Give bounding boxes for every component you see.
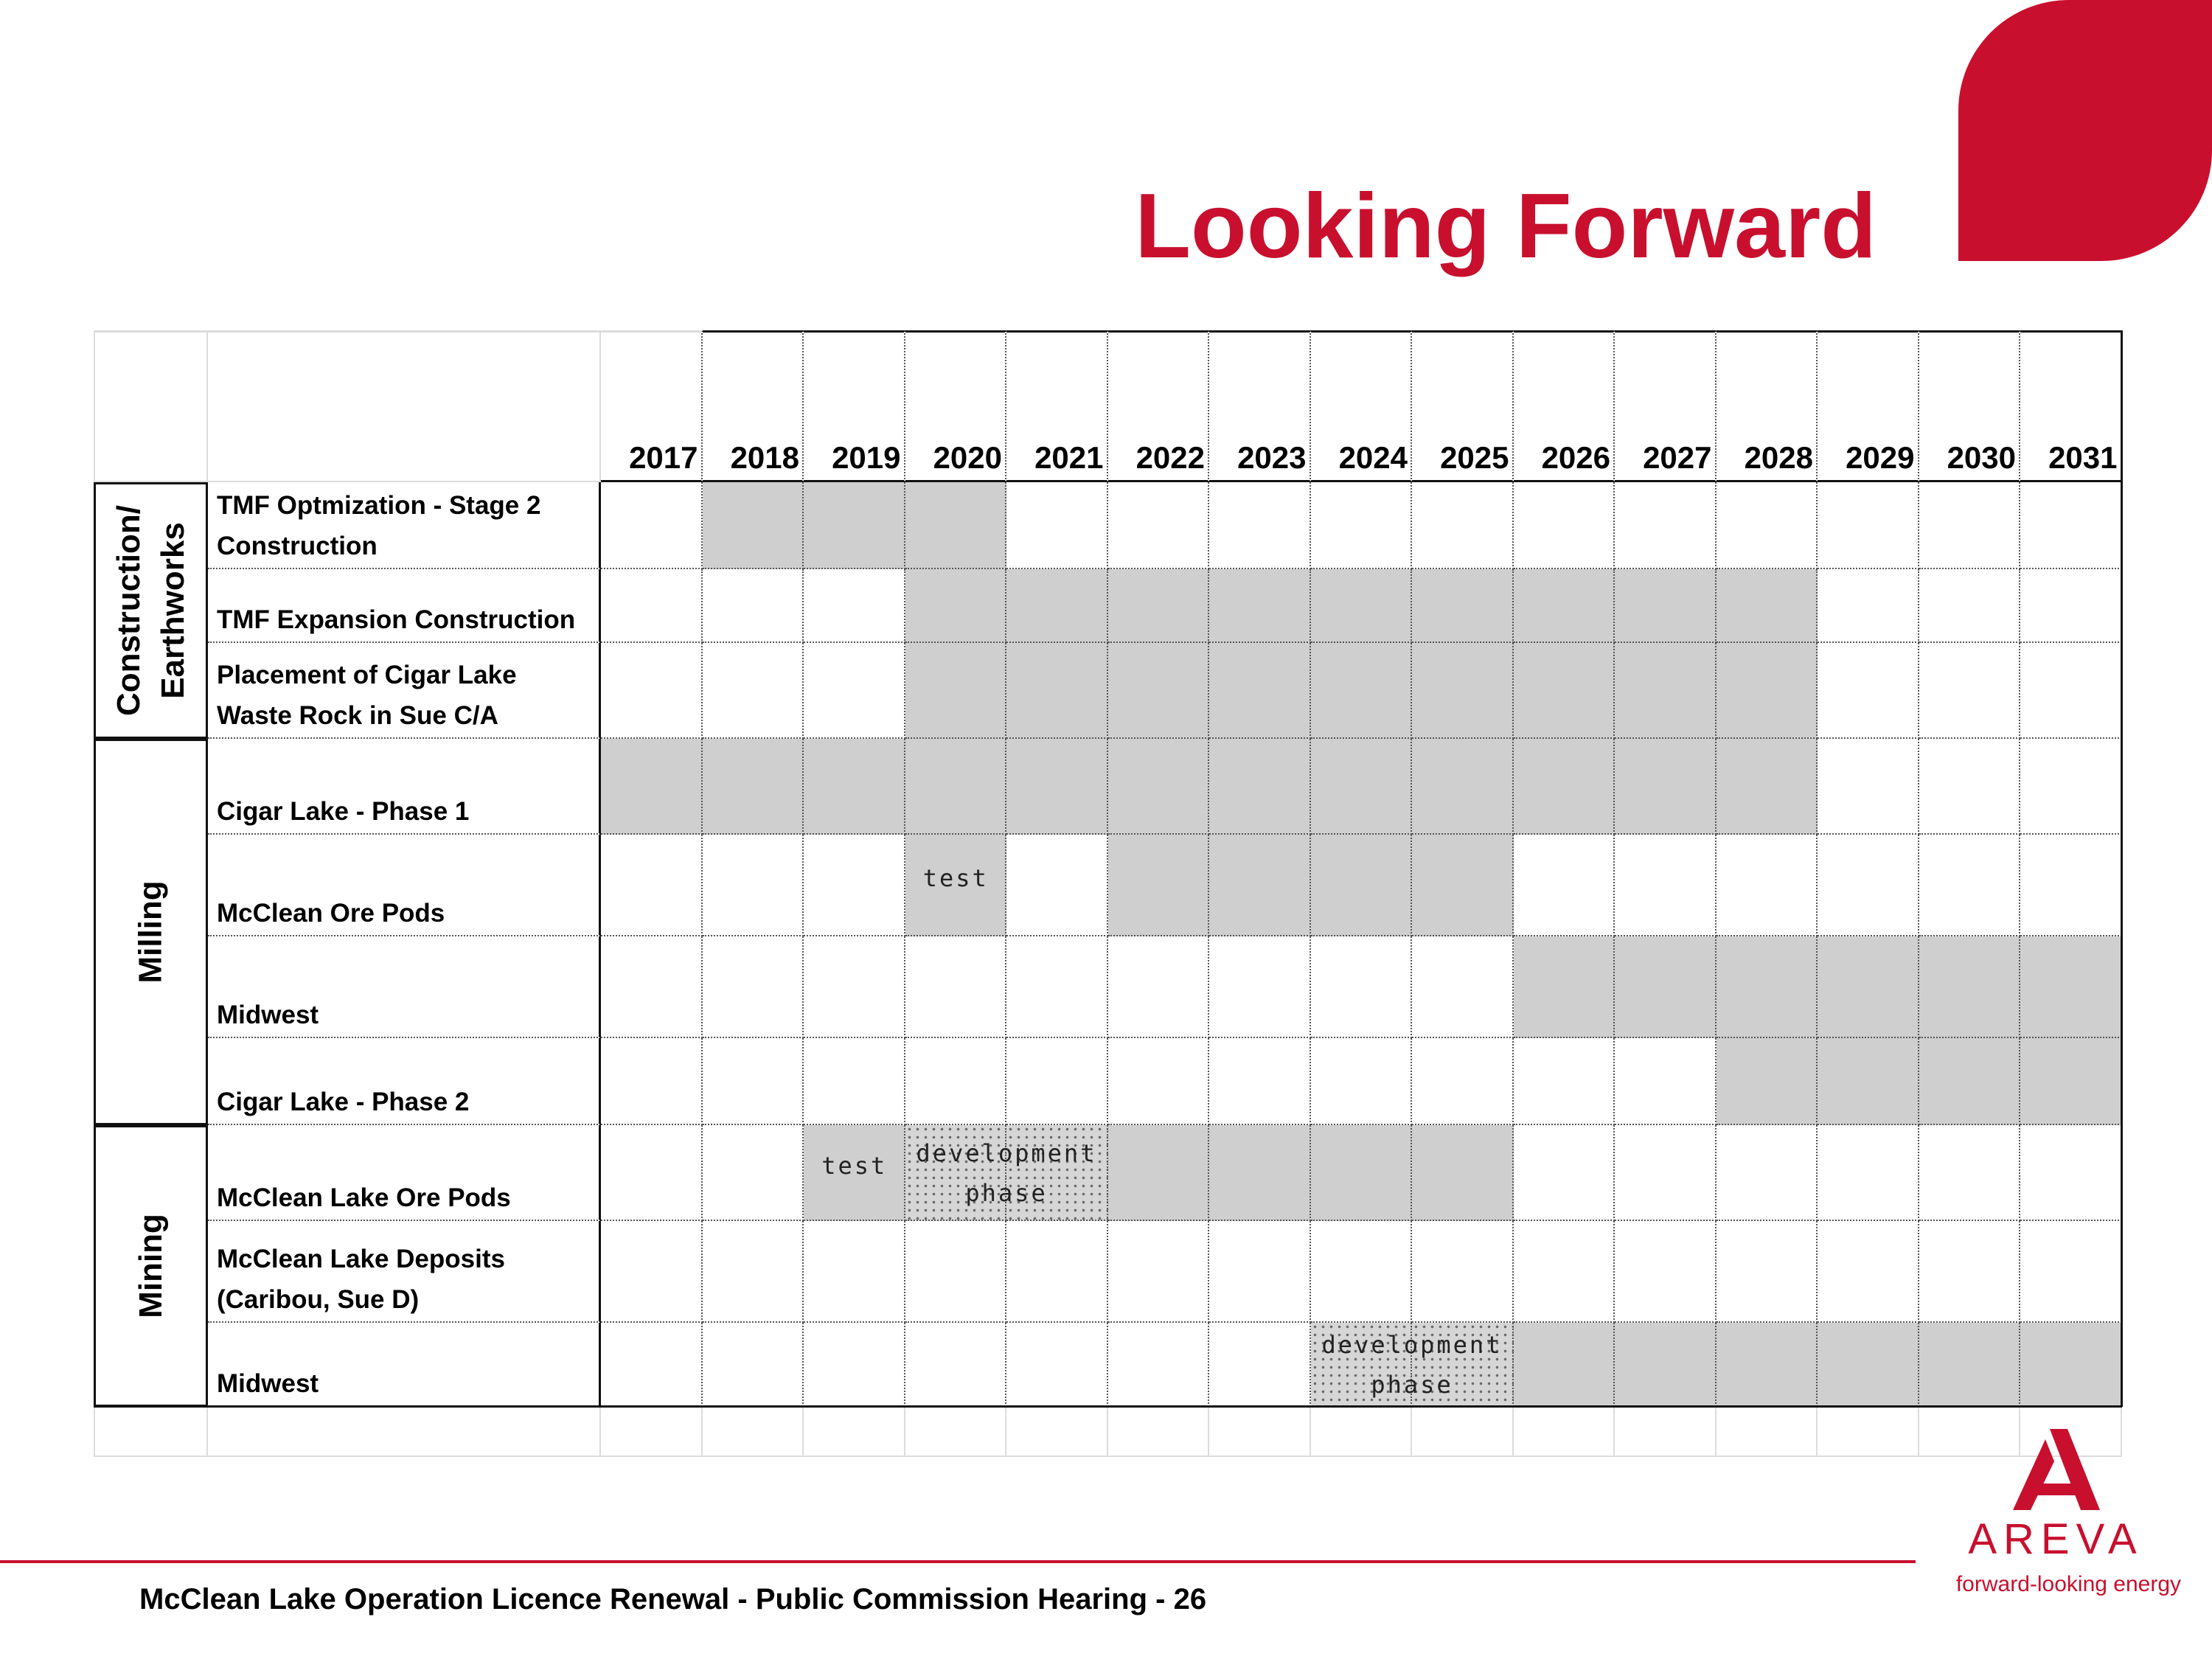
year-label: 2026 [1541, 440, 1610, 475]
row-label [208, 739, 601, 835]
schedule-cell [1615, 569, 1717, 643]
schedule-cell [1514, 1125, 1615, 1221]
year-label: 2024 [1338, 440, 1408, 475]
schedule-cell [1412, 936, 1514, 1038]
schedule-cell [1919, 739, 2021, 835]
row-label-text: McClean Lake Ore Pods [217, 1183, 511, 1212]
row-label-text: McClean Lake Deposits (Caribou, Sue D) [217, 1245, 505, 1314]
schedule-cell [1717, 1323, 1818, 1407]
schedule-cell [804, 835, 905, 936]
schedule-cell [1615, 936, 1717, 1038]
schedule-cell [703, 1038, 804, 1125]
schedule-cell [1006, 739, 1108, 835]
schedule-cell [1514, 482, 1615, 569]
corner-accent [1958, 0, 2212, 261]
schedule-cell [1108, 936, 1210, 1038]
schedule-cell [1615, 482, 1717, 569]
trailing-empty-cell [1818, 1408, 1919, 1457]
schedule-cell [2020, 1038, 2122, 1125]
schedule-cell [804, 569, 905, 643]
page-title: Looking Forward [1135, 175, 1877, 277]
schedule-cell [1311, 643, 1413, 739]
areva-tagline: forward-looking energy [1955, 1572, 2181, 1596]
schedule-cell [905, 936, 1007, 1038]
header-label-cell [208, 330, 601, 482]
row-label [208, 936, 601, 1038]
schedule-cell [1514, 643, 1615, 739]
schedule-cell [703, 1221, 804, 1323]
schedule-cell [1717, 1221, 1818, 1323]
footer-text: McClean Lake Operation Licence Renewal - Public Commission Hearing - 26 [139, 1583, 1207, 1615]
year-label: 2017 [629, 440, 698, 475]
schedule-cell [1209, 569, 1311, 643]
schedule-cell [1209, 1323, 1311, 1407]
schedule-cell [905, 569, 1007, 643]
schedule-cell [1108, 1125, 1210, 1221]
schedule-cell [1514, 1323, 1615, 1407]
areva-logo-icon [2004, 1429, 2100, 1510]
schedule-cell [2020, 1125, 2122, 1221]
bar-annotation: test [922, 864, 989, 892]
schedule-cell [804, 1038, 905, 1125]
schedule-cell [601, 569, 703, 643]
schedule-cell [703, 1323, 804, 1407]
group-label [94, 482, 208, 739]
schedule-cell [2020, 643, 2122, 739]
schedule-cell [1108, 835, 1210, 936]
schedule-cell [601, 643, 703, 739]
schedule-cell [1717, 1125, 1818, 1221]
row-label-text: Midwest [217, 1369, 319, 1398]
schedule-cell [1209, 1125, 1311, 1221]
trailing-empty-cell [1311, 1408, 1413, 1457]
schedule-chart [94, 330, 2120, 1456]
schedule-cell [1919, 569, 2021, 643]
year-label: 2023 [1237, 440, 1307, 475]
schedule-cell [1108, 1221, 1210, 1323]
schedule-cell [1108, 482, 1210, 569]
schedule-cell [1006, 835, 1108, 936]
year-label: 2030 [1947, 440, 2016, 475]
schedule-cell [1311, 936, 1413, 1038]
schedule-cell [2020, 1323, 2122, 1407]
schedule-cell [703, 1125, 804, 1221]
schedule-cell [804, 643, 905, 739]
schedule-cell [1412, 739, 1514, 835]
year-label: 2018 [730, 440, 799, 475]
schedule-cell [905, 643, 1007, 739]
bar-annotation: test [821, 1152, 888, 1180]
schedule-cell [905, 1221, 1007, 1323]
row-label [208, 1221, 601, 1323]
row-label [208, 643, 601, 739]
schedule-cell [2020, 835, 2122, 936]
schedule-cell [1615, 1323, 1717, 1407]
schedule-cell [1412, 1125, 1514, 1221]
schedule-cell [1311, 569, 1413, 643]
schedule-cell [1209, 1038, 1311, 1125]
row-label [208, 835, 601, 936]
schedule-cell [1209, 482, 1311, 569]
bar-annotation: development phase [1321, 1331, 1503, 1399]
row-label-text: McClean Ore Pods [217, 899, 445, 928]
trailing-empty-cell [1615, 1408, 1717, 1457]
schedule-cell [1006, 936, 1108, 1038]
schedule-cell [1514, 1221, 1615, 1323]
year-label: 2022 [1135, 440, 1205, 475]
row-label [208, 1038, 601, 1125]
trailing-empty-cell [1108, 1408, 1210, 1457]
schedule-cell [2020, 739, 2122, 835]
schedule-cell [905, 739, 1007, 835]
schedule-cell [1818, 835, 1919, 936]
schedule-cell [1919, 1323, 2021, 1407]
schedule-cell [1818, 1323, 1919, 1407]
row-label-text: Cigar Lake - Phase 1 [217, 797, 470, 826]
schedule-cell [1412, 569, 1514, 643]
schedule-cell [601, 739, 703, 835]
schedule-cell [601, 936, 703, 1038]
row-label [208, 1125, 601, 1221]
schedule-cell [1615, 1038, 1717, 1125]
schedule-cell [1209, 739, 1311, 835]
schedule-cell [1919, 835, 2021, 936]
schedule-cell [1209, 835, 1311, 936]
year-label: 2025 [1440, 440, 1509, 475]
schedule-cell [1919, 643, 2021, 739]
schedule-cell [1919, 1125, 2021, 1221]
schedule-cell [1717, 739, 1818, 835]
year-label: 2031 [2048, 440, 2118, 475]
row-label-text: TMF Expansion Construction [217, 605, 576, 634]
row-label [208, 1323, 601, 1407]
chart-right-border [2121, 330, 2123, 1407]
schedule-cell [601, 1323, 703, 1407]
schedule-cell [1209, 936, 1311, 1038]
group-label-text: Construction/ Earthworks [110, 505, 191, 716]
schedule-cell [601, 1125, 703, 1221]
schedule-cell [1514, 1038, 1615, 1125]
schedule-cell [703, 739, 804, 835]
schedule-cell [1919, 1038, 2021, 1125]
schedule-cell [1818, 739, 1919, 835]
row-label-text: Placement of Cigar Lake Waste Rock in Sue C/A [217, 661, 517, 730]
schedule-cell [2020, 1221, 2122, 1323]
schedule-cell [1717, 482, 1818, 569]
year-label: 2027 [1643, 440, 1712, 475]
schedule-cell [804, 1221, 905, 1323]
schedule-cell [1108, 1323, 1210, 1407]
schedule-cell [1108, 643, 1210, 739]
schedule-cell [1311, 835, 1413, 936]
trailing-empty-cell [208, 1408, 601, 1457]
schedule-cell [1717, 835, 1818, 936]
schedule-cell [2020, 482, 2122, 569]
schedule-cell [1919, 482, 2021, 569]
schedule-cell [1412, 835, 1514, 936]
group-label-text: Milling [132, 880, 169, 984]
schedule-cell [1108, 739, 1210, 835]
schedule-cell [804, 739, 905, 835]
schedule-cell [1006, 643, 1108, 739]
schedule-cell [1818, 569, 1919, 643]
schedule-cell [1919, 1221, 2021, 1323]
schedule-cell [703, 569, 804, 643]
schedule-cell [905, 482, 1007, 569]
row-label-text: Cigar Lake - Phase 2 [217, 1088, 470, 1116]
schedule-cell [804, 936, 905, 1038]
schedule-cell [1818, 1038, 1919, 1125]
schedule-cell [1311, 1221, 1413, 1323]
schedule-cell [703, 643, 804, 739]
schedule-cell [905, 1323, 1007, 1407]
schedule-cell [1615, 1125, 1717, 1221]
row-label-text: Midwest [217, 1001, 319, 1029]
group-label [94, 739, 208, 1125]
schedule-cell [1311, 739, 1413, 835]
trailing-empty-cell [905, 1408, 1007, 1457]
trailing-empty-cell [1717, 1408, 1818, 1457]
bar-annotation: development phase [916, 1139, 1097, 1207]
trailing-empty-cell [1209, 1408, 1311, 1457]
schedule-cell [1818, 936, 1919, 1038]
header-corner-cell [94, 330, 208, 482]
schedule-cell [1311, 1038, 1413, 1125]
schedule-cell [1717, 643, 1818, 739]
schedule-cell [601, 1221, 703, 1323]
schedule-cell [1209, 1221, 1311, 1323]
schedule-cell [1615, 739, 1717, 835]
schedule-cell [1311, 1125, 1413, 1221]
schedule-cell [1311, 482, 1413, 569]
schedule-cell [601, 482, 703, 569]
group-label [94, 1125, 208, 1407]
schedule-cell [804, 482, 905, 569]
schedule-cell [2020, 569, 2122, 643]
schedule-cell [1717, 936, 1818, 1038]
schedule-cell [1514, 569, 1615, 643]
schedule-cell [1818, 482, 1919, 569]
schedule-cell [1412, 1221, 1514, 1323]
schedule-cell [1108, 569, 1210, 643]
schedule-cell [1514, 739, 1615, 835]
schedule-cell [1818, 1221, 1919, 1323]
schedule-cell [1108, 1038, 1210, 1125]
schedule-cell [804, 1323, 905, 1407]
trailing-empty-cell [804, 1408, 905, 1457]
row-label [208, 569, 601, 643]
schedule-cell [1615, 835, 1717, 936]
year-label: 2029 [1846, 440, 1915, 475]
schedule-cell [1006, 569, 1108, 643]
group-label-text: Mining [132, 1214, 169, 1318]
trailing-empty-cell [703, 1408, 804, 1457]
trailing-empty-cell [1412, 1408, 1514, 1457]
trailing-empty-cell [94, 1408, 208, 1457]
year-label: 2019 [832, 440, 901, 475]
schedule-cell [1006, 1038, 1108, 1125]
schedule-cell [703, 936, 804, 1038]
schedule-cell [1615, 1221, 1717, 1323]
trailing-empty-cell [1514, 1408, 1615, 1457]
schedule-cell [1717, 1038, 1818, 1125]
trailing-empty-cell [601, 1408, 703, 1457]
schedule-cell [1006, 482, 1108, 569]
row-label-text: TMF Optmization - Stage 2 Construction [217, 491, 541, 560]
schedule-cell [1514, 936, 1615, 1038]
year-label: 2028 [1744, 440, 1813, 475]
schedule-cell [2020, 936, 2122, 1038]
trailing-empty-cell [1006, 1408, 1108, 1457]
schedule-cell [1615, 643, 1717, 739]
schedule-cell [601, 835, 703, 936]
schedule-cell [1412, 643, 1514, 739]
schedule-cell [1717, 569, 1818, 643]
schedule-cell [1818, 1125, 1919, 1221]
schedule-cell [1412, 482, 1514, 569]
schedule-cell [1412, 1038, 1514, 1125]
footer-divider [0, 1560, 1916, 1563]
schedule-cell [1514, 835, 1615, 936]
schedule-cell [601, 1038, 703, 1125]
schedule-cell [1919, 936, 2021, 1038]
year-label: 2020 [933, 440, 1002, 475]
schedule-cell [703, 482, 804, 569]
year-label: 2021 [1034, 440, 1104, 475]
schedule-cell [1209, 643, 1311, 739]
schedule-cell [1006, 1221, 1108, 1323]
areva-logo-wordmark: AREVA [1968, 1515, 2143, 1563]
schedule-cell [1818, 643, 1919, 739]
schedule-cell [703, 835, 804, 936]
schedule-cell [905, 1038, 1007, 1125]
schedule-cell [1006, 1323, 1108, 1407]
row-label [208, 482, 601, 569]
